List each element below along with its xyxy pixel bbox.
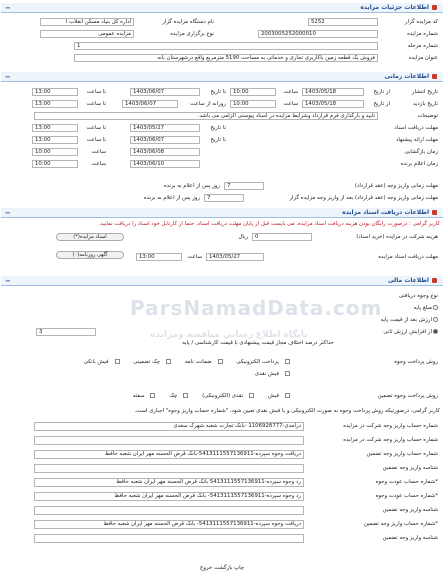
publish-to-date[interactable]: 1403/06/07 bbox=[130, 88, 200, 96]
row-guar bbox=[4, 392, 440, 401]
checkbox-cash-slip[interactable] bbox=[285, 371, 290, 376]
guar-options bbox=[121, 393, 290, 399]
label-a6: *شماره حساب عودت وجوه bbox=[375, 493, 438, 499]
label-step-radio: ارزش بعد از قیمت پایه bbox=[381, 317, 438, 323]
label-hour: ساعت bbox=[283, 89, 298, 95]
label-visit: تاریخ بازدید bbox=[413, 101, 438, 107]
label-guar: روش پرداخت وجوه تضمین bbox=[377, 393, 438, 399]
checkbox-electronic[interactable] bbox=[285, 359, 290, 364]
label-code: کد مزایده گزار bbox=[405, 19, 438, 25]
guarantee-id[interactable] bbox=[34, 464, 304, 473]
row-a6 bbox=[4, 492, 440, 501]
row-docs-deadline bbox=[4, 124, 440, 133]
label-days-after: روز پس از اعلام به برنده bbox=[163, 183, 220, 189]
row-visit bbox=[4, 100, 440, 109]
label-number: شماره مزایده bbox=[407, 31, 438, 37]
collapse-icon[interactable]: − bbox=[5, 4, 11, 12]
row-a9 bbox=[4, 534, 440, 543]
checkbox-cheque-guar[interactable] bbox=[183, 393, 188, 398]
row-method bbox=[4, 358, 440, 367]
opt-cash-slip: فیش نقدی bbox=[249, 371, 290, 377]
label-docs-dl: مهلت دریافت اسناد مزایده bbox=[378, 254, 438, 260]
incr-note: حداکثر درصد اختلاف مجاز قیمت پیشنهادی با قیمت کارشناسی / پایه bbox=[182, 340, 334, 346]
method-options bbox=[72, 359, 290, 365]
back-link[interactable]: بازگشت bbox=[213, 565, 233, 571]
announce-hour[interactable]: 10:00 bbox=[32, 160, 78, 168]
label-method: روش پرداخت وجوه bbox=[394, 359, 438, 365]
visit-to-hour[interactable]: 13:00 bbox=[32, 100, 78, 108]
account-participation[interactable]: درآمدی-1106928777 -بانک تجارت شعبه شهرک سعدی bbox=[34, 422, 304, 431]
section-financial[interactable]: اطلاعات مالی − bbox=[1, 276, 443, 286]
label-to-hour: تا ساعت bbox=[86, 125, 106, 131]
collapse-icon[interactable]: − bbox=[5, 73, 11, 81]
checkbox-cheque[interactable] bbox=[166, 359, 171, 364]
watermark-logo-text: ParsNamadData.com bbox=[130, 296, 383, 320]
row-a3 bbox=[4, 450, 440, 459]
label-days-after: روز پس از اعلام به برنده bbox=[143, 195, 200, 201]
visit-to-date[interactable]: 1403/06/07 bbox=[122, 100, 178, 108]
row-a4 bbox=[4, 464, 440, 473]
publish-to-hour[interactable]: 13:00 bbox=[32, 88, 78, 96]
publish-from-hour[interactable]: 10:00 bbox=[230, 88, 276, 96]
label-a7: شناسه واریز وجه تضمین bbox=[382, 507, 438, 513]
opening-date[interactable]: 1403/06/08 bbox=[130, 148, 200, 156]
label-to: تا تاریخ bbox=[210, 137, 226, 143]
label-a8: *شماره حساب واریز وجه تضمین bbox=[363, 521, 438, 527]
guarantee-id-3[interactable] bbox=[34, 534, 304, 543]
method-options-2 bbox=[243, 371, 290, 377]
collapse-icon[interactable]: − bbox=[5, 209, 11, 217]
row-subject bbox=[4, 54, 440, 63]
label-a5: *شماره حساب عودت وجوه bbox=[375, 479, 438, 485]
incr-field[interactable]: 3 bbox=[36, 328, 96, 336]
label-hour: ساعت bbox=[91, 149, 106, 155]
print-link[interactable]: چاپ bbox=[234, 565, 245, 571]
account-refund-2[interactable]: رد وجوه سپرده-5413111557136911- بانک قرض الحسنه مهر ایران شعبه حافظ bbox=[34, 492, 304, 501]
publish-from-date[interactable]: 1403/05/18 bbox=[302, 88, 364, 96]
checkbox-guarantee[interactable] bbox=[218, 359, 223, 364]
row-a1 bbox=[4, 422, 440, 431]
label-docs: مهلت دریافت اسناد bbox=[394, 125, 438, 131]
label-a1: شماره حساب واریز وجه شرکت در مزایده bbox=[343, 423, 438, 429]
label-offer: مهلت ارائه پیشنهاد bbox=[396, 137, 438, 143]
opt-slip: فیش bbox=[262, 393, 290, 399]
checkbox-promissory[interactable] bbox=[150, 393, 155, 398]
auction-docs-button[interactable]: اسناد مزایده(*) bbox=[56, 233, 124, 241]
row-sign-deadline bbox=[4, 182, 440, 191]
pay-days-field[interactable]: 7 bbox=[204, 194, 244, 202]
checkbox-cash-electronic[interactable] bbox=[249, 393, 254, 398]
radio-base[interactable] bbox=[433, 305, 438, 310]
row-a2 bbox=[4, 436, 440, 445]
row-offer-deadline bbox=[4, 136, 440, 145]
radio-step[interactable] bbox=[433, 317, 438, 322]
label-pay: مهلت زمانی واریز وجه (عقد قرارداد) بعد از واریز وجه مزایده گزار bbox=[289, 195, 438, 201]
docs-dl-date[interactable]: 1403/05/27 bbox=[206, 253, 264, 261]
opt-guarantee: ضمانت نامه bbox=[179, 359, 223, 365]
account-participation-2[interactable] bbox=[34, 436, 304, 445]
label-opening: زمان بازگشایی bbox=[404, 149, 438, 155]
exit-link[interactable]: خروج bbox=[199, 565, 213, 571]
label-publish: تاریخ انتشار bbox=[411, 89, 438, 95]
row-publish bbox=[4, 88, 440, 97]
row-a8 bbox=[4, 520, 440, 529]
checkbox-bank-slip[interactable] bbox=[115, 359, 120, 364]
label-to-hour: تا ساعت bbox=[86, 137, 106, 143]
label-from: از تاریخ bbox=[373, 89, 390, 95]
code-field[interactable]: 5252 bbox=[308, 18, 378, 26]
section-icon bbox=[432, 278, 437, 283]
label-incr: از افزایش ارزش ثانی bbox=[383, 329, 438, 335]
label-from: از تاریخ bbox=[373, 101, 390, 107]
row-stage bbox=[4, 42, 440, 51]
label-sign: مهلت زمانی واریز وجه (عقد قرارداد) bbox=[354, 183, 438, 189]
label-fee: هزینه شرکت در مزایده (خرید اسناد) bbox=[356, 234, 438, 240]
section-auction-details[interactable]: اطلاعات جزئیات مزایده − bbox=[1, 3, 443, 13]
account-refund[interactable]: رد وجوه سپرده-5413111557136911 بانک قرض الحسنه مهر ایران شعبه حافظ bbox=[34, 478, 304, 487]
label-a9: شناسه واریز وجه تضمین bbox=[382, 535, 438, 541]
docs-notice: کاربر گرامی : درصورت رایگان بودن هزینه دریافت اسناد مزایده، می بایست قبل از پایان مهلت دریافت اسناد، حتما از کارتابل خود اسناد را دریافت نمایید. bbox=[98, 221, 440, 227]
collapse-icon[interactable]: − bbox=[5, 277, 11, 285]
newspaper-ad-button[interactable]: آگهی روزنامه(۰) bbox=[56, 251, 124, 259]
footer-actions bbox=[0, 565, 444, 571]
offer-to-date[interactable]: 1403/06/07 bbox=[130, 136, 200, 144]
opening-hour[interactable]: 10:00 bbox=[32, 148, 78, 156]
offer-to-hour[interactable]: 13:00 bbox=[32, 136, 78, 144]
opt-promissory: سفته bbox=[127, 393, 156, 399]
section-icon bbox=[432, 5, 437, 10]
guarantee-id-2[interactable] bbox=[34, 506, 304, 515]
opt-cash-electronic: نقدی (الکترونیکی) bbox=[196, 393, 254, 399]
sign-days-field[interactable]: 7 bbox=[224, 182, 264, 190]
label-a3: شماره حساب واریز وجه تضمین bbox=[366, 451, 438, 457]
section-time-info[interactable]: اطلاعات زمانی − bbox=[1, 72, 443, 82]
label-to: تا تاریخ bbox=[210, 125, 226, 131]
row-announce bbox=[4, 160, 440, 169]
label-basep-radio: مبلغ پایه bbox=[414, 305, 438, 311]
row-docs-fee bbox=[4, 233, 440, 242]
checkbox-slip[interactable] bbox=[285, 393, 290, 398]
row-pay-deadline bbox=[4, 194, 440, 203]
opt-electronic: پرداخت الکترونیکی bbox=[230, 359, 290, 365]
row-description bbox=[4, 112, 440, 121]
docs-to-hour[interactable]: 13:00 bbox=[32, 124, 78, 132]
account-guarantee-2[interactable]: دریافت وجوه سپرده-5413111557136911- بانک قرض الحسنه مهر ایران شعبه حافظ bbox=[34, 520, 304, 529]
number-field[interactable]: 2003005252000010 bbox=[258, 30, 378, 38]
row-method-2 bbox=[4, 370, 440, 379]
docs-to-date[interactable]: 1403/05/27 bbox=[130, 124, 200, 132]
label-to-hour: تا ساعت bbox=[86, 101, 106, 107]
visit-from-hour[interactable]: 10:00 bbox=[230, 100, 276, 108]
docs-dl-hour[interactable]: 13:00 bbox=[136, 253, 182, 261]
radio-incr[interactable] bbox=[433, 329, 438, 334]
opt-cheque-guar: چک bbox=[163, 393, 188, 399]
visit-from-date[interactable]: 1403/05/18 bbox=[302, 100, 364, 108]
label-stage: شماره مرحله bbox=[407, 43, 438, 49]
label-hour: ساعت bbox=[91, 161, 106, 167]
label-recv: نوع وجوه دریافتی bbox=[398, 293, 438, 299]
org-field[interactable]: اداره کل بنیاد مسکن انقلاب ا bbox=[40, 18, 134, 26]
label-type: نوع برگزاری مزایده bbox=[170, 31, 214, 37]
stage-field[interactable]: 1 bbox=[74, 42, 378, 50]
description-field[interactable]: تایید و بارگذاری فرم قرارداد وشرایط مزایده در اسناد پیوستی الزامی می باشد. bbox=[34, 112, 378, 120]
section-docs-info[interactable]: اطلاعات دریافت اسناد مزایده − bbox=[1, 208, 443, 218]
announce-date[interactable]: 1403/06/10 bbox=[130, 160, 200, 168]
row-code bbox=[4, 18, 440, 27]
label-subject: عنوان مزایده bbox=[408, 55, 438, 61]
opt-cheque: چک تضمینی bbox=[127, 359, 171, 365]
row-a7 bbox=[4, 506, 440, 515]
row-docs-dl bbox=[4, 253, 440, 262]
opt-bank-slip: فیش بانکی bbox=[78, 359, 120, 365]
subject-field[interactable]: فروش یک قطعه زمین باکاربری تجاری و خدماتی به مساحت 5190 مترمربع واقع درشهرستان بانه bbox=[74, 54, 378, 62]
fee-field[interactable]: 0 bbox=[252, 233, 312, 241]
label-a4: شناسه واریز وجه تضمین bbox=[382, 465, 438, 471]
type-field[interactable]: مزایده عمومی bbox=[40, 30, 134, 38]
watermark-subtitle: پایگاه اطلاع رسانی مناقصه ومزایده bbox=[150, 330, 308, 340]
label-org: نام دستگاه مزایده گزار bbox=[162, 19, 214, 25]
label-hour: ساعت bbox=[283, 101, 298, 107]
row-opening bbox=[4, 148, 440, 157]
label-currency: ریال bbox=[238, 234, 248, 240]
row-number bbox=[4, 30, 440, 39]
account-notice: کاربر گرامی، درصورتیکه روش پرداخت وجوه به صورت الکترونیکی و یا فیش نقدی تعیین شود، "شماره حساب واریز وجوه" اجباری است. bbox=[134, 408, 440, 414]
account-guarantee[interactable]: دریافت وجوه سپرده-5413111557136911-بانک قرض الحسنه مهر ایران شعبه حافظ bbox=[34, 450, 304, 459]
label-a2: شماره حساب واریز وجه شرکت در مزایده bbox=[343, 437, 438, 443]
label-daily: روزانه از ساعت bbox=[190, 101, 226, 107]
label-hour: ساعت bbox=[187, 254, 202, 260]
section-icon bbox=[432, 74, 437, 79]
row-a5 bbox=[4, 478, 440, 487]
label-announce: زمان اعلام برنده bbox=[400, 161, 438, 167]
section-icon bbox=[432, 210, 437, 215]
label-to: تا تاریخ bbox=[210, 89, 226, 95]
label-to-hour: تا ساعت bbox=[86, 89, 106, 95]
label-description: توضیحات bbox=[417, 113, 438, 119]
